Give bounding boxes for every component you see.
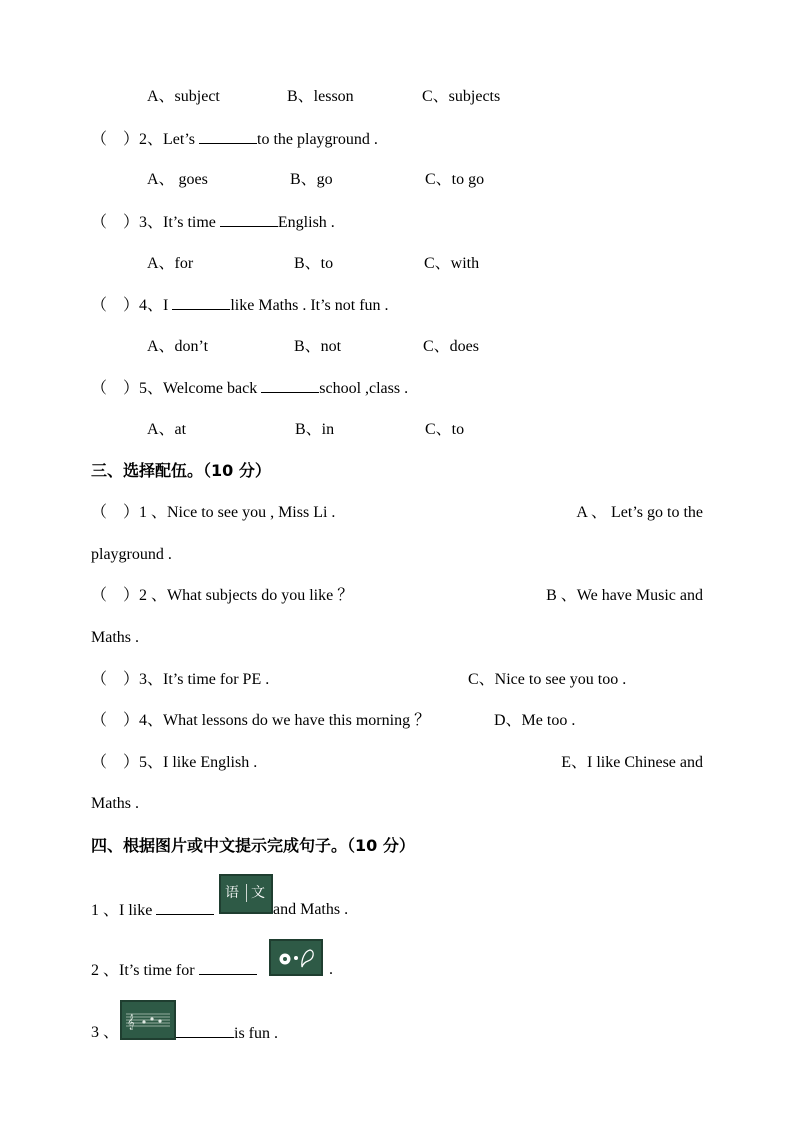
answer-blank[interactable] — [172, 295, 230, 310]
answer-blank[interactable] — [199, 129, 257, 144]
option: B、to — [294, 255, 334, 272]
sentence-3: 3 、 is fun . — [91, 1024, 278, 1042]
match-question: （ ）1 、Nice to see you , Miss Li . — [91, 504, 336, 521]
match-answer: B 、We have Music and — [546, 587, 703, 604]
chinese-board-image — [219, 874, 273, 914]
answer-blank[interactable] — [156, 900, 214, 915]
music-board-image — [120, 1000, 176, 1040]
option: A、subject — [147, 88, 220, 105]
board-divider — [246, 884, 247, 902]
question-number: （ ）5、 — [91, 380, 164, 397]
match-item-5-continued: Maths . — [91, 795, 139, 812]
option: B、go — [290, 171, 333, 188]
answer-blank[interactable] — [220, 212, 278, 227]
match-item-1 — [91, 503, 703, 523]
match-item-3 — [91, 670, 703, 690]
option: A、for — [147, 255, 194, 272]
question-5: （ ）5、Welcome back school ,class . — [91, 380, 409, 397]
sentence-1: 1 、I like and Maths . — [91, 901, 349, 919]
match-question: （ ）3、It’s time for PE . — [91, 671, 270, 688]
match-answer: E、I like Chinese and — [561, 754, 703, 771]
question-2: （ ）2、Let’s to the playground . — [91, 131, 378, 148]
match-question: （ ）2 、What subjects do you like ？ — [91, 587, 354, 604]
section-3-heading: 三、选择配伍。（10 分） — [91, 461, 271, 480]
match-item-2 — [91, 586, 703, 606]
match-question: （ ）4、What lessons do we have this morning ？ — [91, 712, 431, 729]
option: C、does — [423, 338, 480, 355]
option: A、don’t — [147, 338, 209, 355]
match-item-4 — [91, 711, 703, 731]
match-answer: D、Me too . — [494, 712, 576, 729]
board-char: 文 — [251, 885, 265, 901]
question-4: （ ）4、I like Maths . It’s not fun . — [91, 297, 389, 314]
match-item-2-continued: Maths . — [91, 629, 139, 646]
sentence-2: 2 、It’s time for . — [91, 961, 333, 979]
match-answer: C、Nice to see you too . — [468, 671, 627, 688]
option: A、 goes — [147, 171, 208, 188]
option: C、with — [424, 255, 480, 272]
question-number: （ ）4、 — [91, 297, 164, 314]
match-answer: A 、 Let’s go to the — [576, 504, 703, 521]
question-number: （ ）2、 — [91, 131, 164, 148]
option: B、lesson — [287, 88, 354, 105]
pe-board-image — [269, 939, 323, 976]
answer-blank[interactable] — [176, 1023, 234, 1038]
match-item-5 — [91, 753, 703, 773]
match-question: （ ）5、I like English . — [91, 754, 258, 771]
item-number: 1 、 — [91, 902, 120, 919]
option: B、not — [294, 338, 342, 355]
option: B、in — [295, 421, 335, 438]
board-char: 语 — [225, 885, 239, 901]
item-number: 2 、 — [91, 962, 120, 979]
option: C、to — [425, 421, 465, 438]
question-3: （ ）3、It’s time English . — [91, 214, 335, 231]
option: C、to go — [425, 171, 485, 188]
answer-blank[interactable] — [261, 378, 319, 393]
section-4-heading: 四、根据图片或中文提示完成句子。（10 分） — [91, 836, 415, 855]
football-icon — [271, 941, 321, 974]
option: C、subjects — [422, 88, 501, 105]
item-number: 3 、 — [91, 1024, 120, 1041]
match-item-1-continued: playground . — [91, 546, 172, 563]
option: A、at — [147, 421, 187, 438]
svg-text:𝄞: 𝄞 — [127, 1015, 135, 1030]
question-number: （ ）3、 — [91, 214, 164, 231]
music-notes-icon — [122, 1002, 174, 1038]
answer-blank[interactable] — [199, 960, 257, 975]
